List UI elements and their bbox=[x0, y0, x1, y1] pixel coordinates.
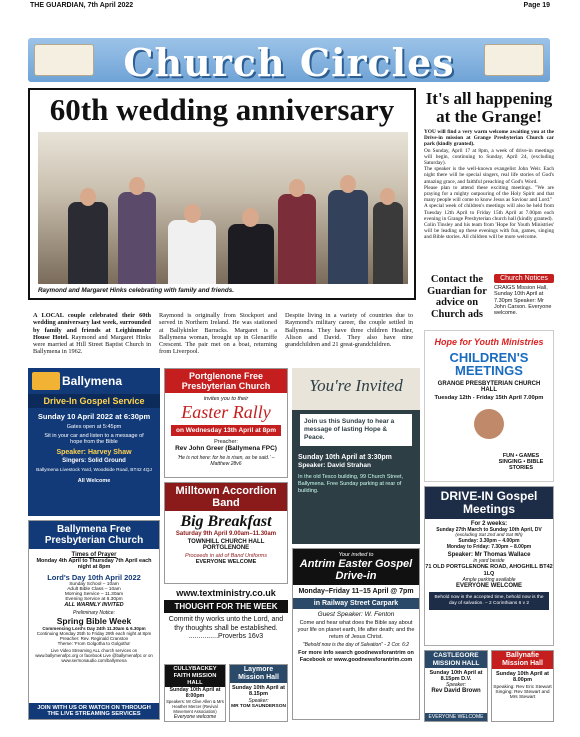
kids-tag: FUN • GAMES SINGING • BIBLE STORIES bbox=[498, 453, 544, 471]
laymore-date: Sunday 10th April at 8.15pm bbox=[232, 685, 285, 697]
notices-title: Church Notices bbox=[494, 274, 554, 283]
dig-mon: Monday to Friday: 7.30pm – 8.00pm bbox=[446, 544, 532, 550]
kids-venue: GRANGE PRESBYTERIAN CHURCH HALL bbox=[437, 381, 541, 393]
dig-yard: in yard beside bbox=[473, 558, 505, 564]
grange-p4: Please plan to attend these exciting meetings. "We are praying for a mighty outpouring of the Holy Spirit and that many people will come to know Jesus as Saviour and Lord." bbox=[424, 184, 554, 204]
antrim-info: For more info search goodnewsforantrim on Facebook or www.goodnewsforantrim.com bbox=[298, 650, 414, 664]
bfpc-morning: Morning Service – 11.30am bbox=[64, 592, 124, 597]
bfpc-evening: Evening Service at 6.30pm bbox=[65, 597, 123, 602]
pfpc-rally: Easter Rally bbox=[181, 402, 271, 422]
mab-welcome: EVERYONE WELCOME bbox=[195, 559, 257, 565]
bfpc-comm: Commencing Lord's Day 24th 11.30am & 6.30pm bbox=[42, 626, 146, 631]
dig-verse: Behold now is the accepted time, behold now is the day of salvation. – 2 Corinthians 6 v 2 bbox=[429, 592, 549, 610]
kids-brand: Hope for Youth Ministries bbox=[434, 337, 544, 347]
antrim-title: Antrim Easter Gospel Drive-in bbox=[299, 558, 413, 582]
wedding-title: 60th wedding anniversary bbox=[49, 92, 395, 127]
pfpc-verse: 'He is not here: for he is risen, as he said.' – Matthew 28v6 bbox=[177, 455, 275, 467]
kids-dates: Tuesday 12th - Friday 15th April 7.00pm bbox=[434, 395, 544, 401]
pfpc-name: Rev John Greer (Ballymena FPC) bbox=[175, 445, 277, 452]
ballynafie-singing: Singing: Rev Stewart and Mrs Stewart bbox=[495, 690, 550, 700]
tm-url: www.textministry.co.uk bbox=[176, 588, 276, 598]
ballynafie-title: Ballynafie Mission Hall bbox=[492, 651, 553, 669]
bally-venue: Ballymena Livestock Yard, Woodside Road, BT42 4QJ bbox=[36, 468, 152, 473]
gospel-logo-icon bbox=[32, 372, 60, 390]
mab-title: Milltown Accordion Band bbox=[165, 483, 287, 511]
wedding-photo bbox=[38, 132, 408, 284]
grange-title: It's all happening at the Grange! bbox=[425, 90, 553, 126]
grange-p6: Colin Tinsley and his team from 'Hope for Youth Ministries' will be leading up these evenings with fun, games, singing and Bible stories. All children will be more welcome. bbox=[424, 222, 554, 241]
notices-text: CRAIGS Mission Hall, Sunday 10th April at 7.30pm Speaker: Mr John Carson. Everyone welcome. bbox=[494, 285, 552, 317]
invited-when: Sunday 10th April at 3:30pm bbox=[298, 454, 392, 461]
antrim-dates: Monday–Friday 11–15 April @ 7pm bbox=[298, 588, 414, 595]
dig-weeks: For 2 weeks: bbox=[470, 521, 508, 527]
invited-title: You're Invited bbox=[292, 368, 420, 410]
wedding-col-1 bbox=[33, 312, 151, 362]
invited-speaker: Speaker: David Strahan bbox=[298, 462, 371, 469]
tm-title: THOUGHT FOR THE WEEK bbox=[164, 600, 288, 613]
dig-excl: (excluding Sat 2nd and Sat 9th) bbox=[455, 533, 523, 538]
cully-title: CULLYBACKEY FAITH MISSION HALL bbox=[165, 665, 225, 687]
contact-guardian: Contact the Guardian for advice on Church ads bbox=[427, 274, 487, 320]
tm-text: Commit thy works unto the Lord, and thy thoughts shall be established. ...............Proverbs 16v3 bbox=[168, 616, 284, 640]
dig-addr: 71 OLD PORTGLENONE ROAD, AHOGHILL BT42 1LQ bbox=[425, 564, 553, 577]
cully-date: Sunday 10th April at 8:00pm bbox=[169, 687, 221, 700]
bfpc-prelim: Preliminary Notice: bbox=[73, 610, 115, 616]
invited-where: In the old Tesco building, 99 Church Street, Ballymena. Free Sunday parking at rear of building. bbox=[298, 474, 404, 494]
dig-parking: Ample parking available bbox=[462, 577, 516, 583]
pfpc-invites: invites you to their bbox=[203, 396, 249, 402]
bally-gates: Gates open at 5:45pm bbox=[66, 424, 122, 430]
dig-sun: Sunday: 3.30pm – 4.00pm bbox=[458, 538, 520, 544]
grange-article bbox=[424, 90, 554, 270]
bally-sit: Sit in your car and listen to a message of hope from the Bible bbox=[44, 433, 144, 445]
bally-date: Sunday 10 April 2022 at 6:30pm bbox=[37, 412, 151, 421]
pfpc-title: Portglenone Free Presbyterian Church bbox=[165, 369, 287, 393]
bfpc-all: ALL WARMLY INVITED bbox=[64, 602, 124, 608]
laymore-ad bbox=[229, 664, 288, 722]
laymore-name: MR TOM SAUNDERSON bbox=[231, 704, 286, 709]
bally-singers: Singers: Solid Ground bbox=[62, 458, 126, 464]
antrim-venue: in Railway Street Carpark bbox=[293, 598, 419, 609]
drive-in-gospel-ad bbox=[424, 486, 554, 646]
antrim-verse: "Behold now is the day of Salvation" - 2 Cor. 6:2 bbox=[302, 642, 410, 649]
antrim-invited: Your invited to bbox=[338, 552, 374, 558]
ballymena-fpc-ad bbox=[28, 520, 160, 720]
dig-speaker: Speaker: Mr Thomas Wallace bbox=[447, 552, 531, 558]
portglenone-fpc-ad bbox=[164, 368, 288, 478]
pfpc-date: on Wednesday 13th April at 8pm bbox=[171, 425, 281, 436]
mab-time: Saturday 9th April 9.00am–11.30am bbox=[175, 531, 277, 537]
youre-invited-ad bbox=[292, 368, 420, 544]
banner-title: Church Circles bbox=[123, 40, 455, 82]
kids-title: CHILDREN'S MEETINGS bbox=[449, 350, 529, 378]
grange-p5: A special week of children's meetings will also be held from Tuesday 12th April to Friday 15th April at 7.00pm each evening in Grange Presbyterian church hall (kindly granted). bbox=[424, 203, 554, 222]
grange-p3: The speaker is the well-known evangelist John Weir. Each night there will be special singers, real life stories of God's amazing grace, and faithful preaching of God's Word. bbox=[424, 166, 554, 185]
cully-welcome: Everyone welcome bbox=[173, 714, 217, 721]
castlegore-ad bbox=[424, 650, 488, 722]
milltown-band-ad bbox=[164, 482, 288, 584]
bfpc-sbw: Spring Bible Week bbox=[56, 616, 132, 626]
mab-bb: Big Breakfast bbox=[180, 513, 272, 530]
wedding-caption: Raymond and Margaret Hinks celebrating with family and friends. bbox=[38, 287, 234, 294]
ballynafie-date: Sunday 10th April at 8.00pm bbox=[496, 671, 549, 683]
bally-speaker: Speaker: Harvey Shaw bbox=[56, 449, 132, 456]
grange-p1: YOU will find a very warm welcome awaiting you at the Drive-in mission at Grange Presbyterian Church car park (kindly granted). bbox=[424, 129, 554, 148]
cullybackey-ad bbox=[164, 664, 226, 722]
bfpc-cont: Continuing Monday 25th to Friday 29th each night at 8pm bbox=[36, 631, 152, 636]
wedding-col1b: Raymond and Margaret Hinks were married at Hill Street Baptist Church in Ballymena in 1962. bbox=[33, 333, 151, 356]
castle-name: Rev David Brown bbox=[431, 688, 481, 694]
grange-p2: On Sunday, April 17 at 8pm, a week of drive-in meetings will begin, continuing to Sunday, April 24, (excluding Saturday). bbox=[424, 147, 554, 167]
laymore-speaker: Speaker: bbox=[248, 698, 269, 704]
ballymena-drive-in-ad bbox=[28, 368, 160, 516]
cully-speakers: Speakers: Mr Clive Allen & Mrs Heather Mercer (Revival Movement Association) bbox=[166, 699, 224, 715]
laymore-title: Laymore Mission Hall bbox=[230, 665, 287, 683]
bfpc-join: JOIN WITH US OR WATCH ON THROUGH THE LIVE STREAMING SERVICES bbox=[29, 703, 159, 719]
dig-welcome: EVERYONE WELCOME bbox=[455, 583, 523, 589]
castle-speaker: Speaker: bbox=[445, 682, 466, 688]
ballynafie-ad bbox=[491, 650, 554, 722]
dig-dates: Sunday 27th March to Sunday 10th April, DV bbox=[436, 527, 542, 533]
bfpc-mon: Monday 4th April to Thursday 7th April each night at 8pm bbox=[36, 558, 152, 570]
ballynafie-speaking: Speaking: Rev Eric Stewart bbox=[493, 685, 552, 690]
header-left: THE GUARDIAN, 7th April 2022 bbox=[30, 2, 134, 9]
antrim-drive-in-ad bbox=[292, 548, 420, 720]
wedding-col-2: Raymond is originally from Stockport and served in Northern Ireland. He was stationed at Ballykinler Barracks. Margaret is a Ballymena woman, brought up in Glenariffe Crescent. The pair met on a boat, returning from Liverpool. bbox=[159, 312, 277, 356]
mab-proceeds: Proceeds in aid of Band Uniforms bbox=[185, 553, 267, 559]
castle-title: CASTLEGORE MISSION HALL bbox=[425, 651, 487, 668]
page-header bbox=[0, 0, 580, 12]
bfpc-times: Times of Prayer bbox=[71, 552, 117, 558]
church-circles-banner bbox=[28, 38, 550, 82]
pfpc-preacher: Preacher: bbox=[214, 439, 238, 445]
bally-welcome: All Welcome bbox=[77, 478, 111, 484]
bfpc-title: Ballymena Free Presbyterian Church bbox=[29, 521, 159, 549]
invited-join: Join us this Sunday to hear a message of lasting Hope & Peace. bbox=[300, 414, 412, 446]
bfpc-live: Live Video Streaming ALL church services on www.ballymenafpc.org or facebook Live @ballymenafpc or on www.sermonaudio.com/ballymena bbox=[35, 648, 153, 664]
antrim-guest: Guest Speaker: W. Fenton bbox=[317, 611, 395, 618]
bally-title: Ballymena bbox=[62, 374, 123, 388]
bfpc-preacher: Preacher: Rev. Reginald Cranston bbox=[59, 636, 129, 641]
castle-welcome: EVERYONE WELCOME bbox=[425, 713, 487, 721]
dig-title: DRIVE-IN Gospel Meetings bbox=[425, 487, 553, 519]
bfpc-theme: Theme: 'From Golgotha to Golgotha' bbox=[57, 641, 131, 646]
text-ministry-ad bbox=[164, 588, 288, 660]
bfpc-abc: Adult Bible Class – 10am bbox=[67, 587, 121, 592]
bally-sub: Drive-In Gospel Service bbox=[28, 394, 160, 408]
bfpc-ss: Sunday School – 10am bbox=[69, 582, 119, 587]
mab-venue: TOWNHILL CHURCH HALL PORTGLENONE bbox=[187, 539, 265, 551]
wedding-col-3: Despite living in a variety of countries due to Raymond's military career, the couple settled in Ballymena. They have three children Heather, Alison and David. They also have nine grandchildren and 21 great-grandchildren. bbox=[285, 312, 413, 349]
speaker-photo-icon bbox=[474, 409, 504, 439]
header-right: Page 19 bbox=[523, 2, 550, 9]
wedding-lede: A LOCAL couple celebrated their 60th wedding anniversary last week, surrounded by family and friends at Leighinmohr House Hotel. bbox=[33, 312, 151, 341]
wedding-article bbox=[28, 88, 416, 300]
church-notices bbox=[494, 274, 554, 326]
castle-date: Sunday 10th April at 8.15pm D.V. bbox=[429, 670, 483, 682]
bfpc-lords: Lord's Day 10th April 2022 bbox=[47, 573, 141, 582]
antrim-text: Come and hear what does the Bible say about your life on planet earth, life after death; and the return of Jesus Christ. bbox=[297, 620, 415, 640]
childrens-meetings-ad bbox=[424, 330, 554, 482]
